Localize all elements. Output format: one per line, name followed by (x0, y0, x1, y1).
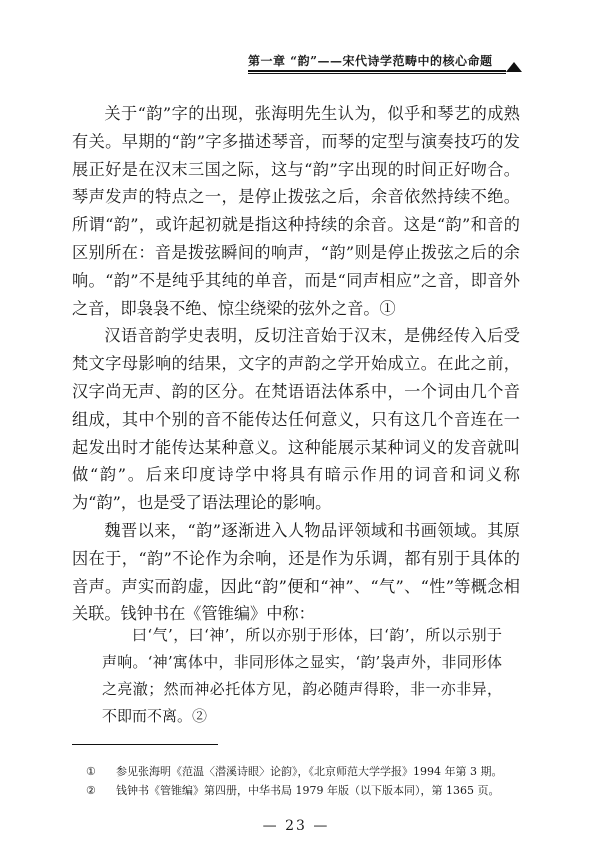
footnote-mark: ① (86, 765, 96, 778)
footnote-mark: ② (86, 784, 96, 797)
paragraph-1: 关于“韵”字的出现，张海明先生认为，似乎和琴艺的成熟有关。早期的“韵”字多描述琴音，而琴的定型与演奏技巧的发展正好是在汉末三国之际，这与“韵”字出现的时间正好吻合。琴声发声的特点之一，是停止拨弦之后，余音依然持续不绝。所谓“韵”，或许起初就是指这种持续的余音。这是“韵”和音的区别所在：音是拨弦瞬间的响声，“韵”则是停止拨弦之后的余响。“韵”不是纯乎其纯的单音，而是“同声相应”之音，即音外之音，即袅袅不绝、惊尘绕梁的弦外之音。① (72, 104, 520, 318)
header-rule-thin (248, 73, 506, 74)
footnote-1 (86, 762, 526, 781)
quote-text: 曰‘气’，曰‘神’，所以亦别于形体，曰‘韵’，所以示别于声响。‘神’寓体中，非同形体之显实，‘韵’袅声外，非同形体之亮澈；然而神必托体方见，韵必随声得聆，非一亦非异，不即而不离。② (102, 626, 502, 725)
triangle-icon (506, 62, 522, 72)
running-header (248, 52, 516, 69)
footnote-2 (86, 781, 526, 800)
block-quote (102, 622, 502, 730)
footnotes (86, 762, 526, 800)
paragraph-2: 汉语音韵学史表明，反切注音始于汉末，是佛经传入后受梵文字母影响的结果，文字的声韵之学开始成立。在此之前，汉字尚无声、韵的区分。在梵语语法体系中，一个词由几个音组成，其中个别的音不能传达任何意义，只有这几个音连在一起发出时才能传达某种意义。这种能展示某种词义的发音就叫做“韵”。后来印度诗学中将具有暗示作用的词音和词义称为“韵”，也是受了语法理论的影响。 (72, 326, 520, 513)
chapter-title: 第一章 “韵”——宋代诗学范畴中的核心命题 (248, 54, 493, 68)
header-rule (248, 70, 506, 72)
page-number: — 23 — (262, 818, 330, 834)
footnote-rule (72, 744, 218, 745)
paragraph-3: 魏晋以来，“韵”逐渐进入人物品评领域和书画领域。其原因在于，“韵”不论作为余响，还是作为乐调，都有别于具体的音声。声实而韵虚，因此“韵”便和“神”、“气”、“性”等概念相关联。钱钟书在《管锥编》中称： (72, 520, 520, 624)
footnote-text: 参见张海明《范温〈潜溪诗眼〉论韵》，《北京师范大学学报》1994 年第 3 期。 (116, 765, 503, 778)
body-text (72, 100, 520, 628)
footnote-text: 钱钟书《管锥编》第四册，中华书局 1979 年版（以下版本同），第 1365 页。 (116, 784, 500, 797)
